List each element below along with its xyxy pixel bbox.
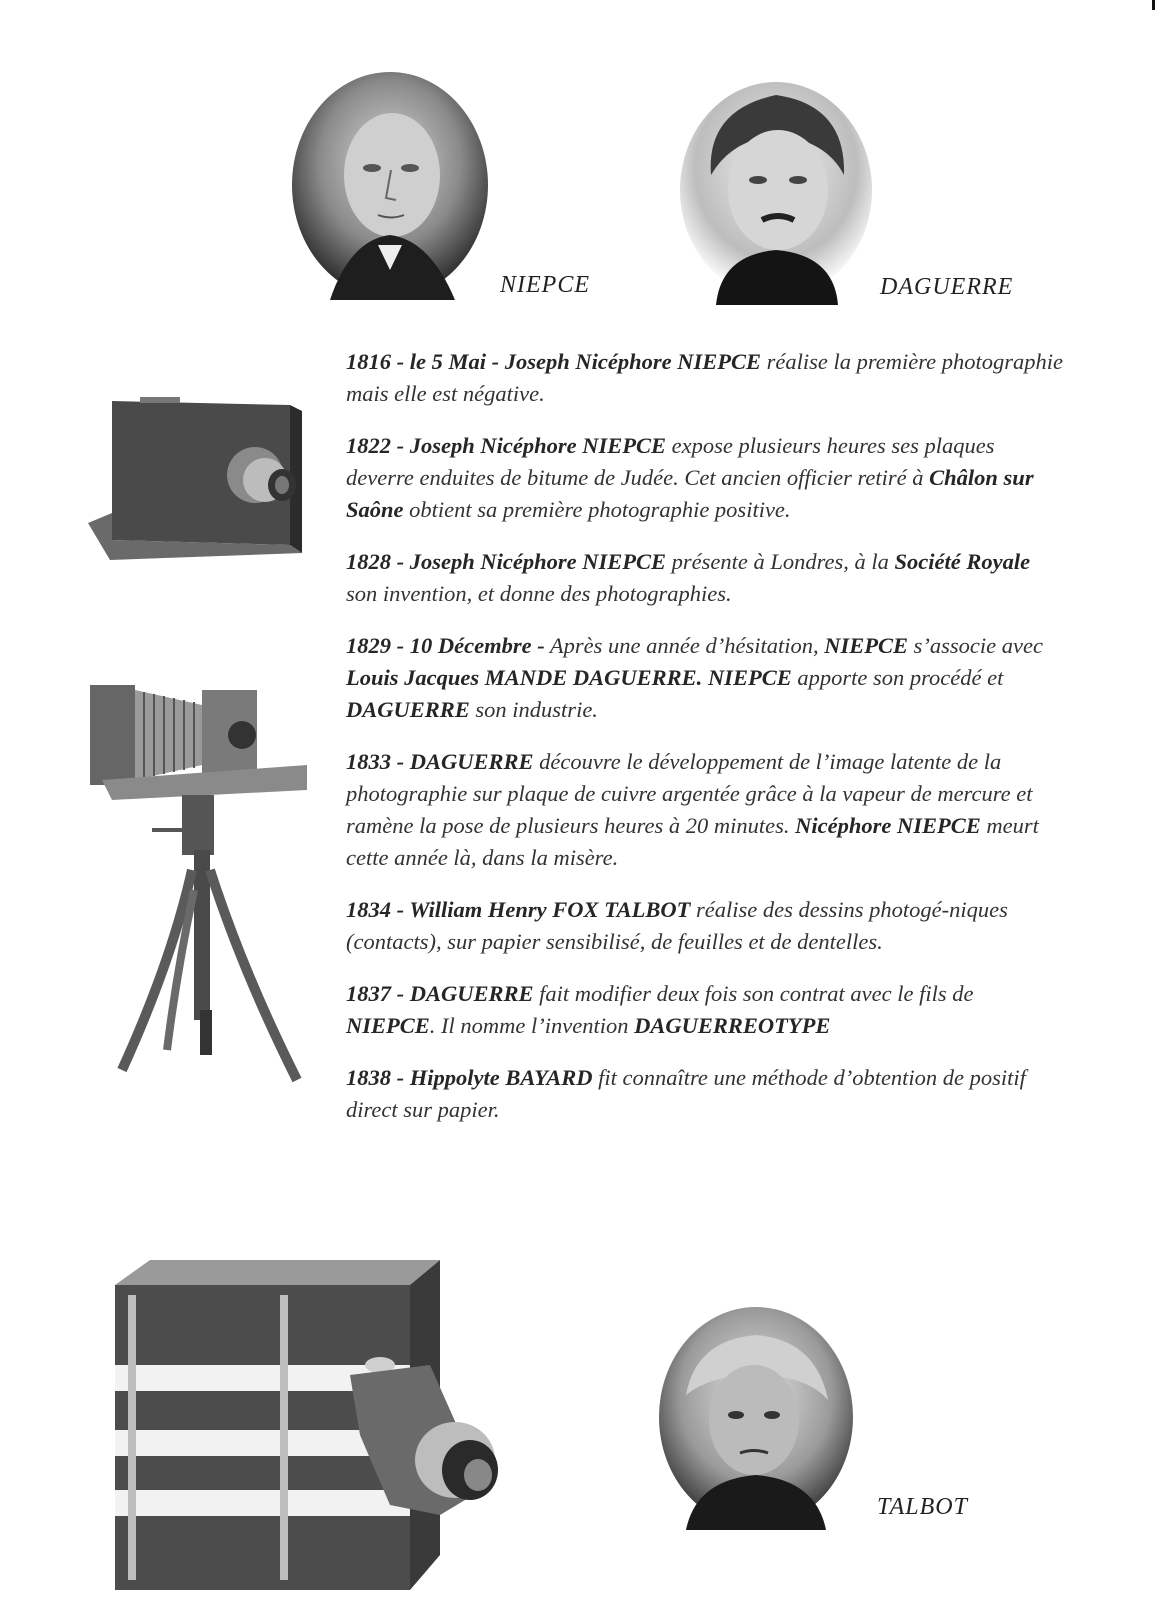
- timeline-entry: [346, 978, 1066, 1042]
- talbot-caption: TALBOT: [877, 1494, 968, 1520]
- body-text: réalise des dessins photogé-niques (contacts), sur papier sensibilisé, de feuilles et de dentelles.: [346, 897, 1008, 954]
- highlight-text: DAGUERRE: [346, 697, 470, 722]
- body-text: son industrie.: [469, 697, 598, 722]
- daguerre-portrait: [676, 80, 876, 305]
- highlight-text: NIEPCE: [824, 633, 909, 658]
- highlight-text: Nicéphore NIEPCE: [795, 813, 981, 838]
- niepce-portrait: [290, 70, 490, 300]
- timeline-entry: [346, 346, 1066, 410]
- timeline-entry: [346, 894, 1066, 958]
- highlight-text: 1828 - Joseph Nicéphore NIEPCE: [346, 549, 666, 574]
- highlight-text: 1829 - 10 Décembre -: [346, 633, 545, 658]
- talbot-portrait: [656, 1305, 856, 1530]
- body-text: s’associe avec: [908, 633, 1043, 658]
- niepce-caption: NIEPCE: [500, 272, 590, 298]
- highlight-text: NIEPCE: [707, 665, 792, 690]
- body-text: son invention, et donne des photographies.: [346, 581, 732, 606]
- highlight-text: 1834 - William Henry FOX TALBOT: [346, 897, 691, 922]
- daguerre-caption: DAGUERRE: [880, 274, 1014, 300]
- body-text: présente à Londres, à la: [666, 549, 895, 574]
- body-text: expose plusieurs heures ses plaques deverre enduites de bitume de Judée. Cet ancien officier retiré à: [346, 433, 995, 490]
- highlight-text: 1837 - DAGUERRE: [346, 981, 534, 1006]
- highlight-text: 1822 - Joseph Nicéphore NIEPCE: [346, 433, 666, 458]
- daguerreotype-camera-image: [110, 1255, 500, 1595]
- highlight-text: Louis Jacques MANDE DAGUERRE.: [346, 665, 703, 690]
- timeline: [346, 346, 1066, 1146]
- box-camera-image: [80, 395, 320, 565]
- body-text: apporte son procédé et: [791, 665, 1004, 690]
- scan-edge-mark: [1152, 0, 1165, 10]
- highlight-text: 1833 - DAGUERRE: [346, 749, 534, 774]
- highlight-text: Société Royale: [894, 549, 1031, 574]
- body-text: découvre le développement de l’image latente de la photographie sur plaque de cuivre argentée grâce à la vapeur de mercure et ramène la pose de plusieurs heures à 20 minutes.: [346, 749, 1033, 838]
- highlight-text: 1838 - Hippolyte BAYARD: [346, 1065, 593, 1090]
- timeline-entry: [346, 430, 1066, 526]
- timeline-entry: [346, 546, 1066, 610]
- body-text: meurt cette année là, dans la misère.: [346, 813, 1039, 870]
- highlight-text: NIEPCE: [346, 1013, 430, 1038]
- highlight-text: Châlon sur Saône: [346, 465, 1034, 522]
- body-text: obtient sa première photographie positive.: [403, 497, 791, 522]
- timeline-entry: [346, 630, 1066, 726]
- body-text: réalise la première photographie mais elle est négative.: [346, 349, 1064, 406]
- body-text: . Il nomme l’invention: [429, 1013, 635, 1038]
- highlight-text: DAGUERREOTYPE: [634, 1013, 831, 1038]
- timeline-entry: [346, 1062, 1066, 1126]
- timeline-entry: [346, 746, 1066, 874]
- body-text: Après une année d’hésitation,: [544, 633, 825, 658]
- body-text: fit connaître une méthode d’obtention de positif direct sur papier.: [346, 1065, 1026, 1122]
- body-text: fait modifier deux fois son contrat avec le fils de: [533, 981, 974, 1006]
- tripod-camera-image: [82, 670, 312, 1090]
- highlight-text: 1816 - le 5 Mai - Joseph Nicéphore NIEPCE: [346, 349, 761, 374]
